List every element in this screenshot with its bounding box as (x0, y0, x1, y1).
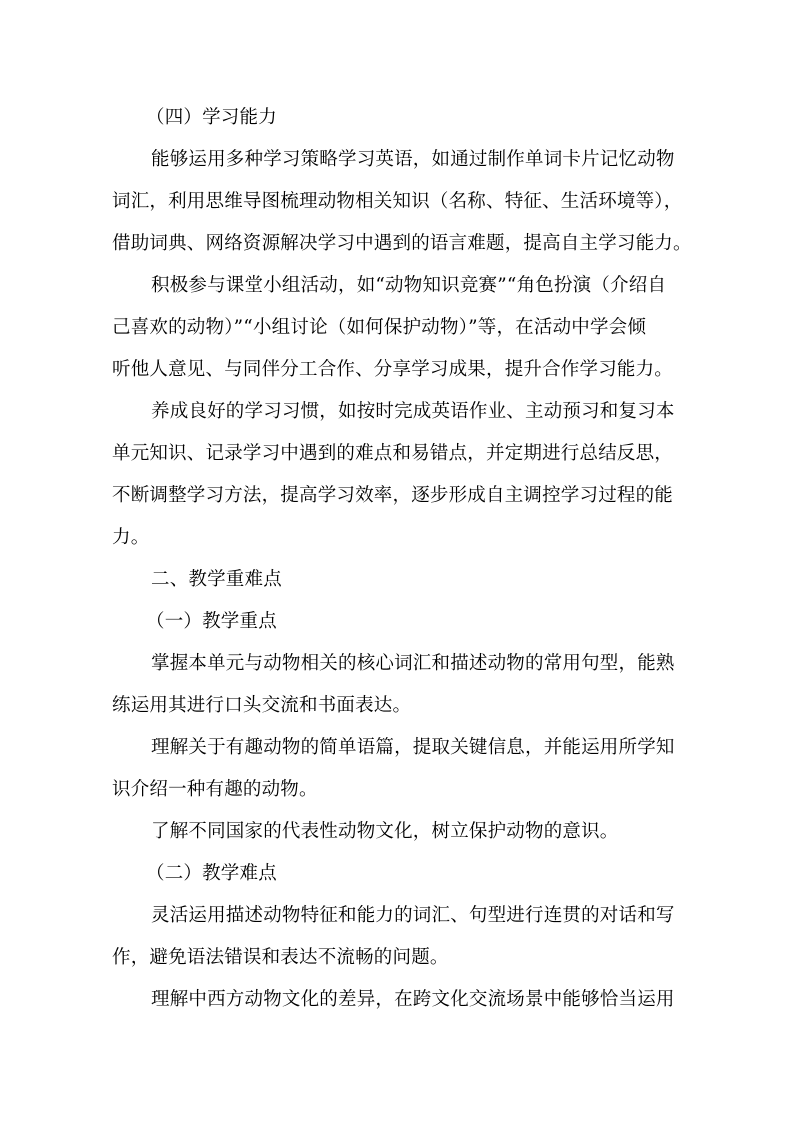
paragraph-line: 识介绍一种有趣的动物。 (112, 779, 318, 800)
subsection-heading-teaching-difficulties: （二）教学难点 (146, 863, 277, 884)
paragraph-line: 养成良好的学习习惯，如按时完成英语作业、主动预习和复习本 (151, 401, 675, 422)
paragraph-line: 灵活运用描述动物特征和能力的词汇、句型进行连贯的对话和写 (151, 905, 675, 926)
paragraph-line: 单元知识、记录学习中遇到的难点和易错点，并定期进行总结反思， (112, 443, 674, 464)
paragraph-line: 力。 (112, 527, 150, 548)
paragraph-line: 掌握本单元与动物相关的核心词汇和描述动物的常用句型，能熟 (151, 653, 675, 674)
paragraph-line: 积极参与课堂小组活动，如“动物知识竞赛”“角色扮演（介绍自 (151, 275, 667, 296)
paragraph-line: 了解不同国家的代表性动物文化，树立保护动物的意识。 (151, 821, 619, 842)
section-heading-teaching-key-difficult-points: 二、教学重难点 (151, 569, 282, 590)
paragraph-line: 己喜欢的动物）”“小组讨论（如何保护动物）”等，在活动中学会倾 (112, 317, 647, 338)
paragraph-line: 听他人意见、与同伴分工合作、分享学习成果，提升合作学习能力。 (112, 359, 674, 380)
paragraph-line: 词汇，利用思维导图梳理动物相关知识（名称、特征、生活环境等）， (112, 191, 683, 212)
paragraph-line: 不断调整学习方法，提高学习效率，逐步形成自主调控学习过程的能 (112, 485, 674, 506)
paragraph-line: 借助词典、网络资源解决学习中遇到的语言难题，提高自主学习能力。 (112, 233, 692, 254)
paragraph-line: 作，避免语法错误和表达不流畅的问题。 (112, 947, 449, 968)
section-heading-learning-ability: （四）学习能力 (146, 107, 277, 128)
subsection-heading-teaching-focus: （一）教学重点 (146, 611, 277, 632)
paragraph-line: 练运用其进行口头交流和书面表达。 (112, 695, 412, 716)
paragraph-line: 能够运用多种学习策略学习英语，如通过制作单词卡片记忆动物 (151, 149, 675, 170)
paragraph-line: 理解关于有趣动物的简单语篇，提取关键信息，并能运用所学知 (151, 737, 675, 758)
paragraph-line: 理解中西方动物文化的差异，在跨文化交流场景中能够恰当运用 (151, 989, 675, 1010)
